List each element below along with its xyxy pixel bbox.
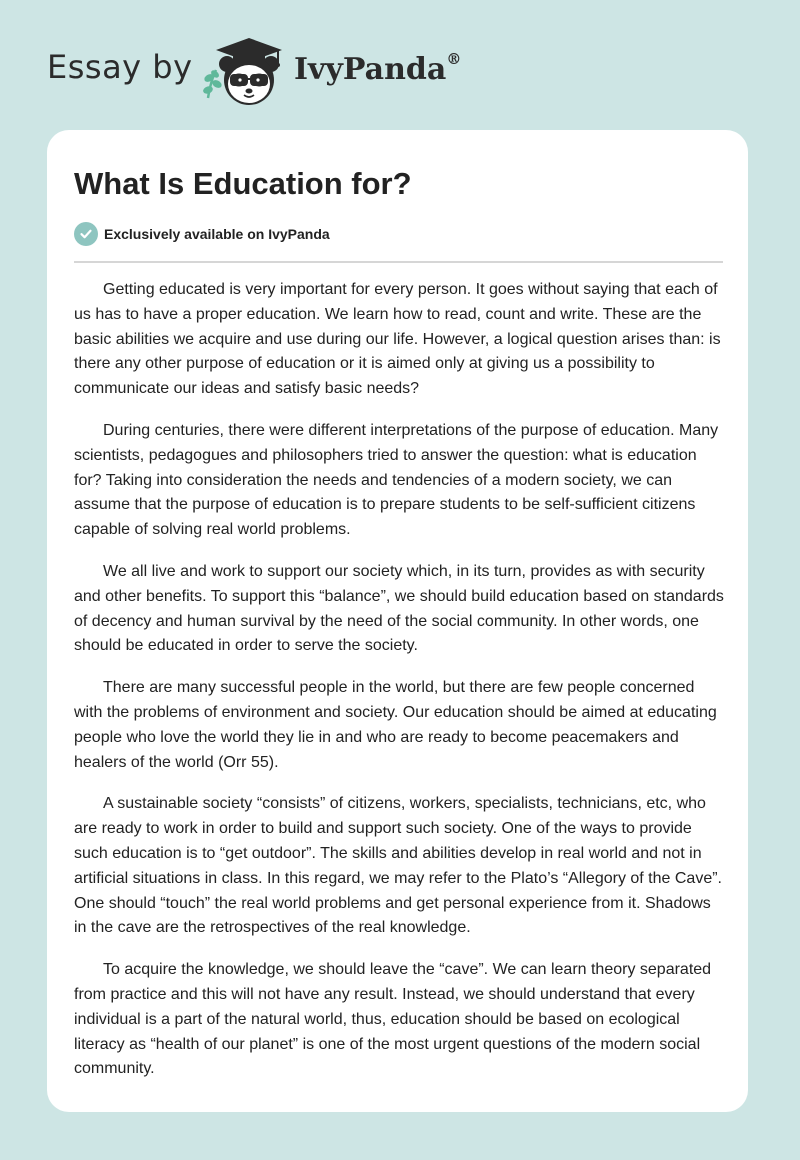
registered-mark: ®: [446, 50, 462, 68]
brand-name-text: IvyPanda: [294, 52, 447, 87]
exclusive-label: Exclusively available on IvyPanda: [104, 226, 330, 242]
check-circle-icon: [74, 222, 98, 246]
paragraph: There are many successful people in the world, but there are few people concerned with the problems of environment and society. Our education should be aimed at educating people who love the world they lie in and who are ready to become peacemakers and healers of the world (Orr 55).: [74, 679, 717, 771]
essay-card: [47, 130, 748, 1112]
essay-body: [74, 278, 724, 1099]
essay-by-label: Essay by: [47, 48, 193, 86]
paragraph: Getting educated is very important for every person. It goes without saying that each of us has to have a proper education. We learn how to read, count and write. These are the basic abilities we acquire and use during our life. However, a logical question arises than: is there any other purpose of education or it is aimed only at giving us a possibility to communicate our ideas and satisfy basic needs?: [74, 281, 721, 398]
divider: [74, 261, 723, 263]
paragraph: We all live and work to support our society which, in its turn, provides as with security and other benefits. To support this “balance”, we should build education based on standards of decency and human survival by the need of the social community. In other words, one should be educated in order to serve the society.: [74, 562, 724, 655]
brand-name[interactable]: [294, 52, 461, 87]
paragraph: To acquire the knowledge, we should leave the “cave”. We can learn theory separated from practice and this will not have any result. Instead, we should understand that every individual is a part of the natural world, thus, education should be based on ecological literacy as “health of our planet” is one of the most urgent questions of the modern social community.: [74, 961, 712, 1078]
page-title: What Is Education for?: [74, 166, 412, 201]
paragraph: During centuries, there were different interpretations of the purpose of education. Many scientists, pedagogues and philosophers tried to answer the question: what is education for? Taking into consideration the needs and tendencies of a modern society, we can assume that the purpose of education is to prepare students to be self-sufficient citizens capable of solving real world problems.: [74, 421, 719, 539]
exclusive-badge: [74, 222, 330, 246]
paragraph: A sustainable society “consists” of citizens, workers, specialists, technicians, etc, who are ready to work in order to build and support such society. One of the ways to provide such education is to “get outdoor”. The skills and abilities develop in real world and not in artificial situations in class. In this regard, we may refer to the Plato’s “Allegory of the Cave”. One should “touch” the real world problems and get personal experience from it. Shadows in the cave are the retrospectives of the real knowledge.: [74, 795, 722, 937]
panda-graduate-logo-icon[interactable]: [200, 34, 292, 110]
site-header: [0, 0, 800, 130]
